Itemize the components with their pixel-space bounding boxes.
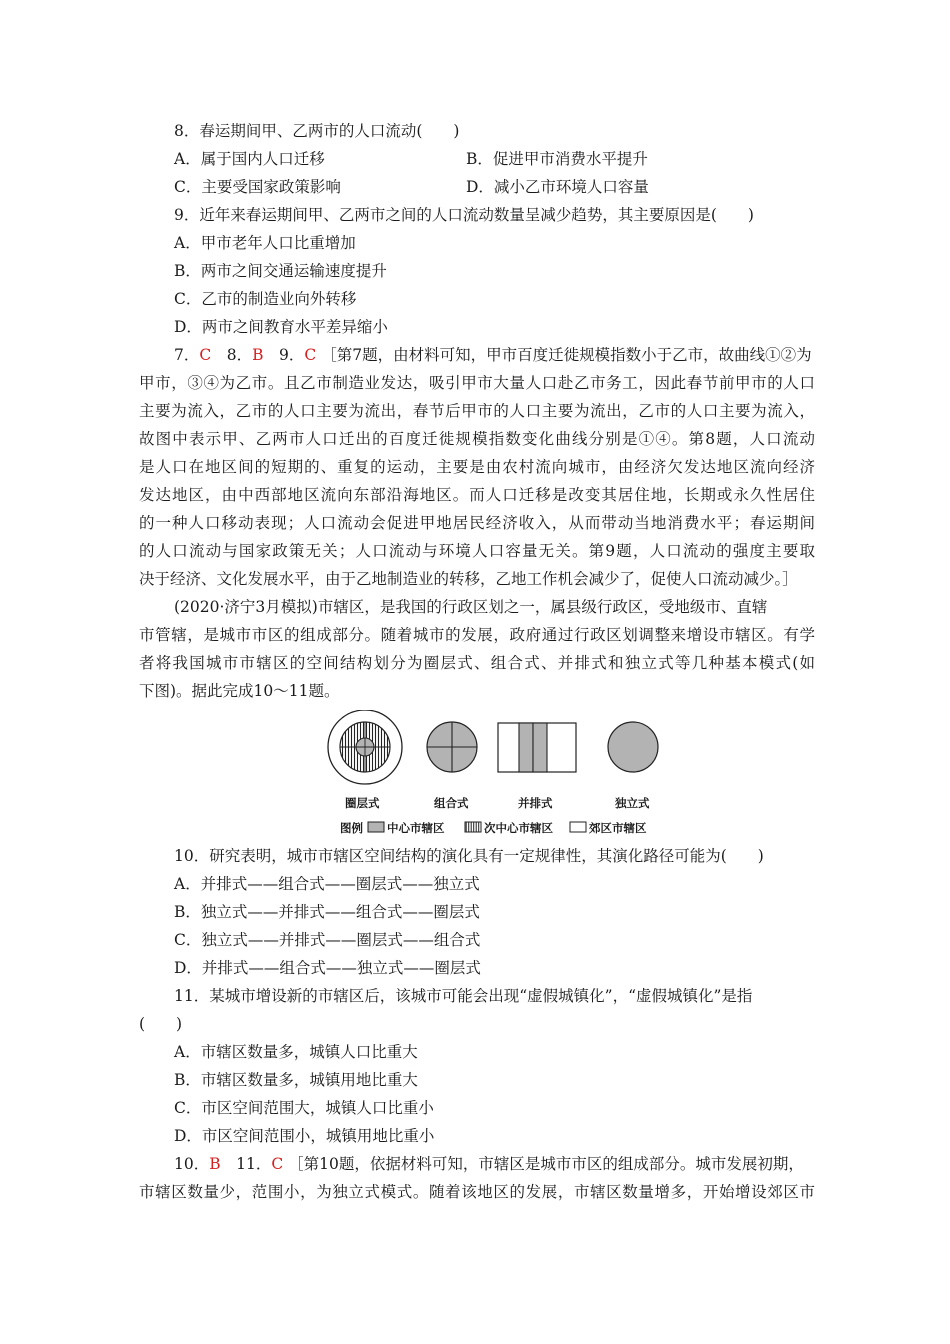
material-paragraph-line: (2020·济宁3月模拟)市辖区，是我国的行政区划之一，属县级行政区，受地级市、直辖 — [174, 598, 768, 616]
answer-explanation-line: 甲市，③④为乙市。且乙市制造业发达，吸引甲市大量人口赴乙市务工，因此春节前甲市的人口 — [139, 374, 815, 392]
answer-9-number: 9． — [263, 346, 305, 364]
question-11-option-c: C．市区空间范围大，城镇人口比重小 — [174, 1099, 434, 1117]
answer-7-9-first-line — [174, 345, 812, 365]
answer-11-key: C — [271, 1155, 284, 1173]
question-8-option-a: A．属于国内人口迁移 — [174, 150, 325, 168]
material-paragraph-line: 下图)。据此完成10～11题。 — [139, 682, 340, 700]
legend-sub-label: 次中心市辖区 — [484, 821, 553, 835]
figure-label-independent: 独立式 — [615, 796, 650, 810]
figure-label-combination: 组合式 — [434, 796, 469, 810]
material-paragraph-line: 市管辖，是城市市区的组成部分。随着城市的发展，政府通过行政区划调整来增设市辖区。有学 — [139, 626, 815, 644]
question-10-option-d: D．并排式——组合式——独立式——圈层式 — [174, 959, 481, 977]
question-10-option-b: B．独立式——并排式——组合式——圈层式 — [174, 903, 480, 921]
legend-suburb-label: 郊区市辖区 — [589, 821, 647, 835]
question-11-stem: 11．某城市增设新的市辖区后，该城市可能会出现“虚假城镇化”，“虚假城镇化”是指 — [174, 987, 753, 1005]
answer-10-key: B — [209, 1155, 221, 1173]
question-8-option-b: B．促进甲市消费水平提升 — [466, 150, 648, 168]
answer-explanation-line: 的人口流动与国家政策无关；人口流动与环境人口容量无关。第9题，人口流动的强度主要取 — [139, 542, 815, 560]
question-9-option-c: C．乙市的制造业向外转移 — [174, 290, 357, 308]
question-11-option-b: B．市辖区数量多，城镇用地比重大 — [174, 1071, 418, 1089]
question-9-option-a: A．甲市老年人口比重增加 — [174, 234, 356, 252]
answer-10-number: 10． — [174, 1155, 210, 1173]
figure-label-parallel: 并排式 — [518, 796, 553, 810]
legend-suburb-swatch — [570, 822, 586, 832]
answer-7-key: C — [199, 346, 212, 364]
question-10-stem: 10．研究表明，城市市辖区空间结构的演化具有一定规律性，其演化路径可能为( ) — [174, 847, 764, 865]
question-8-stem: 8．春运期间甲、乙两市的人口流动( ) — [174, 122, 460, 140]
answer-explanation-line: 决于经济、文化发展水平，由于乙地制造业的转移，乙地工作机会减少了，促使人口流动减少。］ — [139, 570, 798, 588]
answer-explanation-line: 的一种人口移动表现；人口流动会促进甲地居民经济收入，从而带动当地消费水平；春运期间 — [139, 514, 815, 532]
question-10-option-a: A．并排式——组合式——圈层式——独立式 — [174, 875, 480, 893]
answer-8-key: B — [252, 346, 264, 364]
legend-sub-swatch — [465, 822, 481, 832]
answer-explanation-line: 主要为流入，乙市的人口主要为流出，春节后甲市的人口主要为流出，乙市的人口主要为流入， — [139, 402, 815, 420]
district-structure-figure — [320, 710, 660, 838]
ring-pattern-icon — [328, 710, 402, 784]
question-10-option-c: C．独立式——并排式——圈层式——组合式 — [174, 931, 481, 949]
answer-11-number: 11． — [220, 1155, 272, 1173]
combination-pattern-icon — [427, 722, 477, 772]
question-8-option-c: C．主要受国家政策影响 — [174, 178, 341, 196]
answer-9-key: C — [304, 346, 317, 364]
answer-explanation-line: 市辖区数量少，范围小，为独立式模式。随着该地区的发展，市辖区数量增多，开始增设郊区市 — [139, 1183, 815, 1201]
question-8-option-d: D．减小乙市环境人口容量 — [466, 178, 649, 196]
material-paragraph-line: 者将我国城市市辖区的空间结构划分为圈层式、组合式、并排式和独立式等几种基本模式(如 — [139, 654, 815, 672]
legend-center-label: 中心市辖区 — [387, 821, 445, 835]
question-11-option-a: A．市辖区数量多，城镇人口比重大 — [174, 1043, 418, 1061]
answer-10-11-first-line — [174, 1154, 804, 1174]
answer-7-number: 7． — [174, 346, 200, 364]
question-9-option-b: B．两市之间交通运输速度提升 — [174, 262, 387, 280]
question-11-stem-paren: ( ) — [139, 1015, 183, 1033]
independent-pattern-icon — [608, 722, 658, 772]
figure-label-ring: 圈层式 — [345, 796, 380, 810]
answer-explanation-line: ［第7题，由材料可知，甲市百度迁徙规模指数小于乙市，故曲线①②为 — [321, 346, 812, 364]
legend-title: 图例 — [340, 821, 363, 835]
legend-center-swatch — [368, 822, 384, 832]
parallel-pattern-icon — [498, 723, 576, 772]
question-9-stem: 9．近年来春运期间甲、乙两市之间的人口流动数量呈减少趋势，其主要原因是( ) — [174, 206, 754, 224]
district-structure-diagram — [320, 710, 660, 838]
answer-explanation-line: 是人口在地区间的短期的、重复的运动，主要是由农村流向城市，由经济欠发达地区流向经济 — [139, 458, 815, 476]
answer-explanation-line: 发达地区，由中西部地区流向东部沿海地区。而人口迁移是改变其居住地，长期或永久性居住 — [139, 486, 815, 504]
question-11-option-d: D．市区空间范围小，城镇用地比重小 — [174, 1127, 435, 1145]
answer-explanation-line: ［第10题，依据材料可知，市辖区是城市市区的组成部分。城市发展初期， — [288, 1155, 804, 1173]
answer-8-number: 8． — [211, 346, 253, 364]
answer-explanation-line: 故图中表示甲、乙两市人口迁出的百度迁徙规模指数变化曲线分别是①④。第8题，人口流动 — [139, 430, 815, 448]
question-9-option-d: D．两市之间教育水平差异缩小 — [174, 318, 388, 336]
